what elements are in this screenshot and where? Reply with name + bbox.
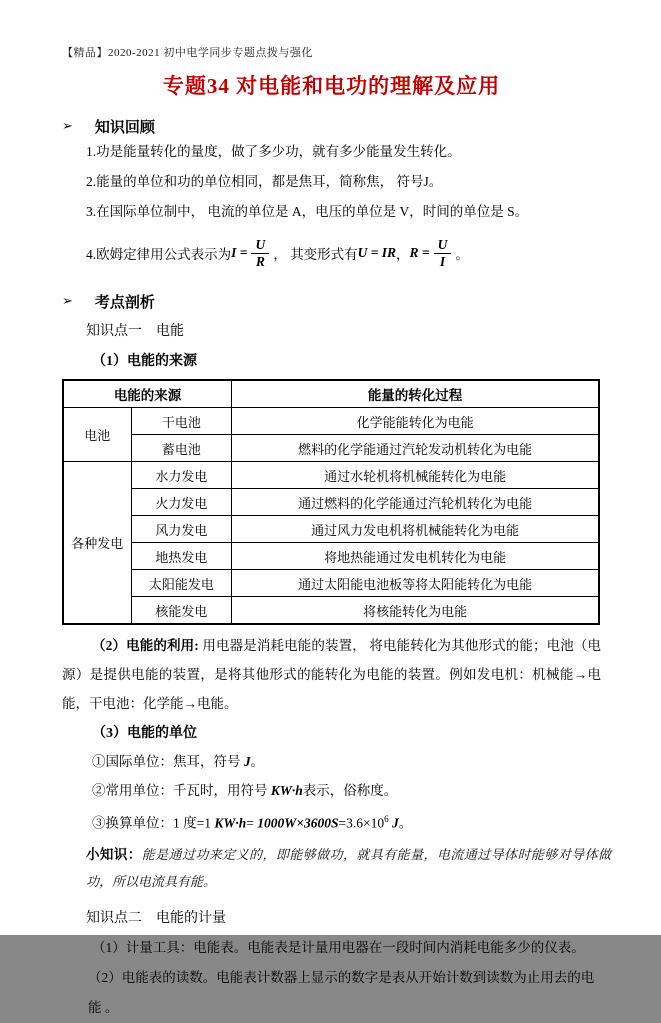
review-item-4-ohms-law: [86, 231, 601, 275]
section-heading-review: [62, 116, 601, 137]
unit-2-post: 表示，俗称度。: [302, 783, 398, 798]
review-item-3: 3.在国际单位制中， 电流的单位是 A，电压的单位是 V，时间的单位是 S。: [86, 204, 529, 219]
subheading-energy-unit: （3）电能的单位: [92, 726, 197, 741]
ohm-formula-i-equals: I =: [231, 245, 248, 260]
unit-2-text: 常用单位：千瓦时，用符号: [105, 783, 271, 798]
section-heading-analysis-label: 考点剖析: [94, 295, 155, 311]
unit-3-eq1: =: [246, 815, 258, 831]
knowledge-point-1-title: 知识点一 电能: [86, 324, 184, 339]
ohm-prefix: 4.欧姆定律用公式表示为: [86, 247, 232, 262]
table-row: [63, 570, 599, 597]
unit-3-symbol-kwh: KW·h: [214, 815, 247, 831]
table-cell-type: 火力发电: [131, 489, 232, 516]
unit-2-symbol: KW·h: [270, 783, 303, 798]
section-heading-review-label: 知识回顾: [94, 120, 155, 136]
ohm-suffix: 。: [455, 247, 469, 262]
table-group-generation: 各种发电: [63, 462, 131, 625]
kp2-item-1: （1）计量工具：电能表。电能表是计量用电器在一段时间内消耗电能多少的仪表。: [92, 939, 585, 955]
ohm-formula-r-equals: R =: [409, 245, 430, 260]
unit-1-text: 国际单位：焦耳，符号: [105, 754, 244, 769]
kp2-item-2: （2）电能表的读数。电能表计数器上显示的数字是表从开始计数到读数为止用去的电能 。: [88, 969, 595, 1015]
ohm-separator: ，: [396, 247, 410, 262]
table-cell-type: 核能发电: [131, 597, 232, 625]
fraction-denominator: R: [255, 253, 265, 269]
arrow-bullet-icon: ➢: [62, 294, 73, 309]
unit-item-2: [92, 776, 601, 805]
table-cell-process: 燃料的化学能通过汽轮发动机转化为电能: [232, 435, 599, 462]
subheading-energy-source: （1）电能的来源: [92, 354, 197, 369]
energy-source-table: [62, 379, 600, 625]
table-cell-process: 通过太阳能电池板等将太阳能转化为电能: [232, 570, 599, 597]
table-row: [63, 543, 599, 570]
doc-header-watermark: 【精品】2020-2021 初中电学同步专题点拨与强化: [62, 47, 313, 59]
fraction-numerator: U: [434, 237, 452, 254]
unit-3-exponent: 6: [384, 814, 389, 824]
arrow-bullet-icon: ➢: [62, 119, 73, 134]
unit-3-text: 换算单位：1 度=1: [105, 815, 215, 831]
tip-label: 小知识：: [86, 846, 142, 862]
circled-1-icon: ①: [92, 754, 106, 769]
page-title: 专题34 对电能和电功的理解及应用: [162, 74, 501, 98]
table-header-source: 电能的来源: [63, 380, 232, 408]
circled-2-icon: ②: [92, 783, 106, 798]
review-item-1: 1.功是能量转化的量度，做了多少功，就有多少能量发生转化。: [86, 144, 461, 159]
circled-3-icon: ③: [92, 815, 106, 831]
unit-3-symbol-j: J: [388, 815, 399, 831]
section-heading-analysis: [62, 291, 601, 312]
knowledge-point-2-title: 知识点二 电能的计量: [86, 910, 226, 926]
table-cell-process: 将核能转化为电能: [232, 597, 599, 625]
paragraph-energy-use: [62, 631, 601, 718]
fraction-u-over-r: [251, 237, 269, 269]
unit-item-1: [92, 747, 601, 776]
table-cell-type: 地热发电: [131, 543, 232, 570]
table-cell-type: 蓄电池: [131, 435, 232, 462]
unit-1-post: 。: [250, 754, 265, 769]
table-row: [63, 597, 599, 625]
fraction-denominator: I: [439, 253, 446, 269]
table-header-row: [63, 380, 599, 408]
table-cell-type: 干电池: [131, 408, 232, 435]
table-cell-process: 化学能能转化为电能: [232, 408, 599, 435]
fraction-numerator: U: [251, 237, 269, 254]
table-cell-process: 通过风力发电机将机械能转化为电能: [232, 516, 599, 543]
tip-text: 能是通过功来定义的，即能够做功，就具有能量，电流通过导体时能够对导体做功，所以电流具有能。: [86, 846, 611, 889]
ohm-mid-text: ， 其变形式有: [273, 247, 358, 262]
table-row: [63, 489, 599, 516]
unit-3-eq2: =3.6×10: [338, 815, 385, 831]
table-cell-type: 水力发电: [131, 462, 232, 489]
table-cell-type: 风力发电: [131, 516, 232, 543]
unit-item-3: [92, 805, 601, 838]
paragraph-energy-use-bold: （2）电能的利用:: [92, 638, 199, 653]
unit-3-post: 。: [398, 815, 413, 831]
table-row: [63, 408, 599, 435]
table-cell-type: 太阳能发电: [131, 570, 232, 597]
ohm-formula-u-equals-ir: U = IR: [357, 245, 397, 260]
table-row: [63, 516, 599, 543]
review-item-2: 2.能量的单位和功的单位相同，都是焦耳，简称焦， 符号J。: [86, 174, 443, 189]
table-group-battery: 电池: [63, 408, 131, 462]
unit-1-symbol: J: [243, 754, 251, 769]
unit-3-symbol-ws: 1000W×3600S: [257, 815, 339, 831]
tip-paragraph: [86, 841, 611, 895]
table-row: [63, 435, 599, 462]
paragraph-energy-use-text: 用电器是消耗电能的装置， 将电能转化为其他形式的能；电池（电源）是提供电能的装置，是将其他形式的能转化为电能的装置。例如发电机：机械能→电能，干电池：化学能→电能。: [62, 638, 602, 711]
table-cell-process: 通过燃料的化学能通过汽轮机转化为电能: [232, 489, 599, 516]
table-cell-process: 通过水轮机将机械能转化为电能: [232, 462, 599, 489]
table-header-process: 能量的转化过程: [232, 380, 599, 408]
table-row: [63, 462, 599, 489]
fraction-u-over-i: [434, 237, 452, 269]
table-cell-process: 将地热能通过发电机转化为电能: [232, 543, 599, 570]
